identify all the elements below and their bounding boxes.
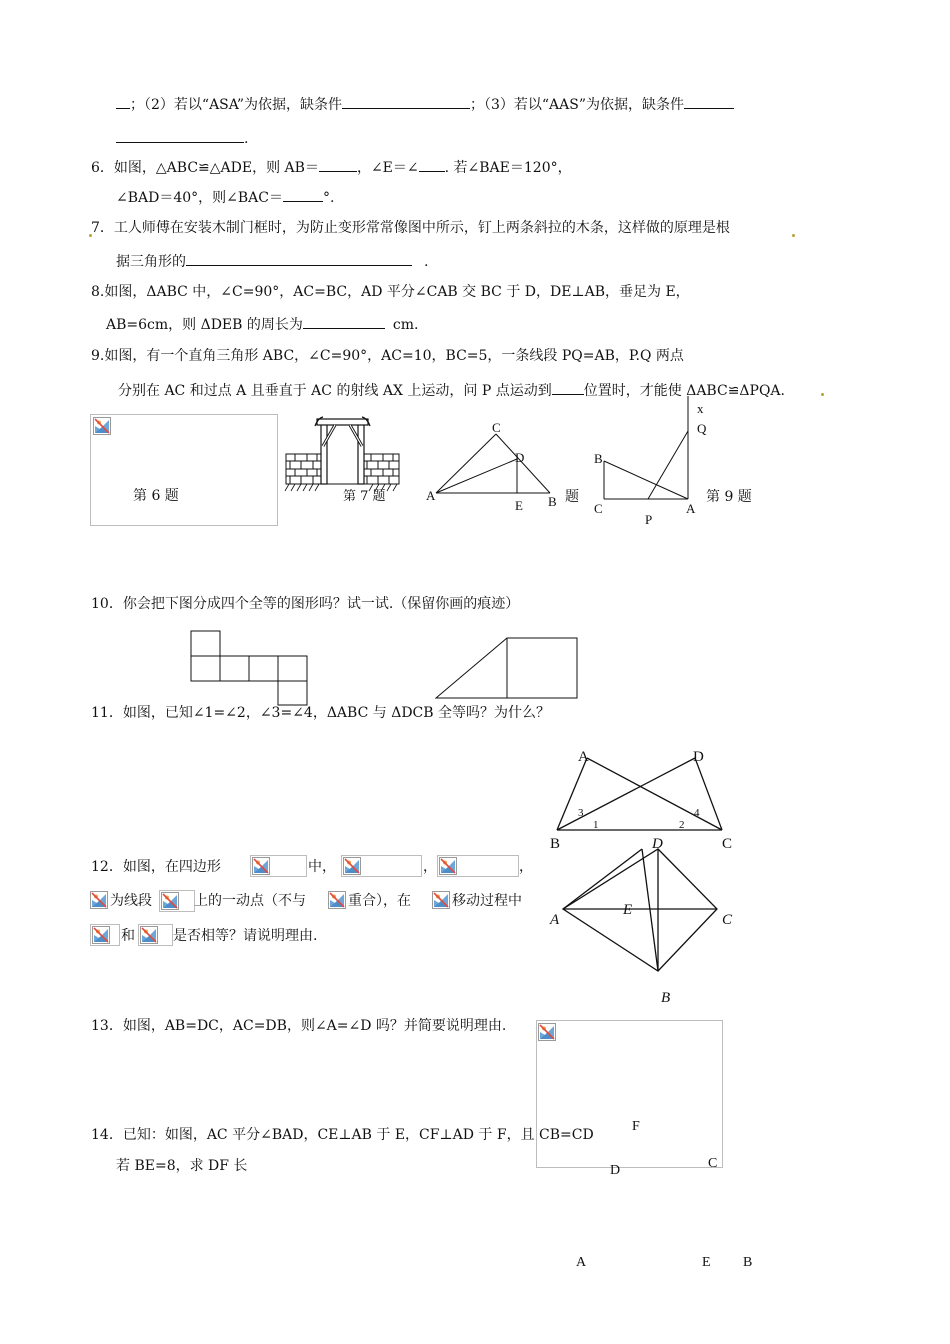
q12-text-g: 重合），在 bbox=[348, 893, 411, 909]
q12-text-b: 中， bbox=[308, 859, 336, 875]
q7-text-a: 据三角形的 bbox=[116, 254, 186, 270]
fig9-caption: 第 9 题 bbox=[706, 489, 752, 505]
fig9-label-c: C bbox=[594, 501, 603, 516]
broken-image-icon bbox=[538, 1023, 556, 1041]
q11-angle-4: 4 bbox=[694, 807, 700, 819]
blank-aas-cont bbox=[116, 128, 244, 143]
q12-text-j: 是否相等？请说明理由. bbox=[173, 928, 318, 944]
fig8-label-a: A bbox=[426, 488, 436, 503]
q10-trapezoid bbox=[434, 636, 580, 700]
q12-text-a: 12．如图，在四边形 bbox=[91, 859, 221, 875]
q10-l-shape-grid bbox=[190, 630, 310, 706]
q5-text-a: ；（2）若以“ASA”为依据，缺条件 bbox=[130, 97, 342, 113]
blank-principle bbox=[186, 251, 412, 266]
fig9-label-q: Q bbox=[697, 421, 707, 436]
formula-image bbox=[341, 855, 422, 877]
broken-image-icon bbox=[432, 891, 450, 909]
formula-image bbox=[328, 890, 347, 910]
fig8-label-b: B bbox=[548, 494, 557, 509]
q6-text-c: . 若∠BAE＝120°， bbox=[444, 160, 572, 176]
q14-label-d: D bbox=[610, 1163, 621, 1178]
formula-image bbox=[90, 890, 109, 910]
broken-image-icon bbox=[93, 417, 111, 435]
fig8-caption: 题 bbox=[565, 489, 579, 505]
broken-image-icon bbox=[90, 891, 108, 909]
q5-line1 bbox=[116, 94, 734, 114]
q14-label-a: A bbox=[576, 1255, 587, 1270]
q14-line2: 若 BE=8，求 DF 长 bbox=[116, 1158, 248, 1174]
q5-text-b: ；（3）若以“AAS”为依据，缺条件 bbox=[469, 97, 685, 113]
formula-image bbox=[138, 924, 173, 946]
fig7-caption: 第 7 题 bbox=[343, 489, 386, 504]
q7-line1: 7．工人师傅在安装木制门框时，为防止变形常常像图中所示，钉上两条斜拉的木条，这样做的原理是根 bbox=[91, 220, 730, 236]
blank-angle-e bbox=[419, 157, 445, 172]
q9-line1: 9.如图，有一个直角三角形 ABC，∠C=90°，AC=10，BC=5，一条线段 PQ=AB，P.Q 两点 bbox=[91, 348, 684, 364]
q6-line2 bbox=[116, 187, 334, 207]
q12-text-i: 和 bbox=[121, 928, 135, 944]
q12-figure bbox=[555, 840, 725, 980]
blank-p-position bbox=[552, 380, 584, 395]
q12-label-a: A bbox=[550, 912, 560, 928]
formula-image bbox=[437, 855, 519, 877]
blank-ab bbox=[319, 157, 357, 172]
blank-bac bbox=[283, 187, 323, 202]
broken-image-icon bbox=[92, 926, 110, 944]
q14-label-e: E bbox=[702, 1255, 711, 1270]
broken-image-icon bbox=[439, 857, 457, 875]
q11-angle-1: 1 bbox=[593, 819, 599, 831]
broken-image-icon bbox=[252, 857, 270, 875]
q7-period: . bbox=[424, 254, 429, 270]
q12-text-d: ， bbox=[519, 859, 533, 875]
q9-text-b: 位置时，才能使 ΔABC≌ΔPQA. bbox=[583, 383, 785, 399]
q11-label-c: C bbox=[722, 836, 733, 852]
fig9-label-a: A bbox=[686, 501, 696, 516]
q6-line1 bbox=[91, 157, 572, 177]
formula-image bbox=[90, 924, 120, 946]
q12-label-e: E bbox=[623, 902, 633, 918]
blank-asa bbox=[342, 94, 470, 109]
q12-text-h: 移动过程中 bbox=[452, 893, 522, 909]
blank bbox=[116, 94, 130, 109]
q12-text-f: 上的一动点（不与 bbox=[194, 893, 306, 909]
q7-line2 bbox=[116, 251, 428, 271]
q13-image bbox=[536, 1020, 723, 1168]
broken-image-icon bbox=[328, 891, 346, 909]
q5-period: . bbox=[244, 131, 249, 147]
broken-image-icon bbox=[161, 892, 179, 910]
mark-dot bbox=[821, 393, 824, 396]
q8-text-a: AB=6cm，则 ΔDEB 的周长为 bbox=[106, 317, 303, 333]
formula-image bbox=[432, 890, 451, 910]
fig9-label-b: B bbox=[594, 451, 603, 466]
q12-text-c: ， bbox=[423, 859, 437, 875]
q5-line2 bbox=[116, 128, 248, 148]
q12-text-e: 为线段 bbox=[110, 893, 152, 909]
q11-angle-3: 3 bbox=[578, 807, 584, 819]
formula-image bbox=[250, 855, 307, 877]
formula-image bbox=[159, 890, 195, 912]
q12-label-b: B bbox=[661, 990, 671, 1006]
q13-text: 13．如图，AB=DC，AC=DB，则∠A=∠D 吗？并简要说明理由. bbox=[91, 1018, 507, 1034]
q11-figure bbox=[545, 750, 735, 840]
q6-text-d: ∠BAD＝40°，则∠BAC＝ bbox=[116, 190, 284, 206]
q8-line2 bbox=[106, 314, 418, 334]
q14-label-b: B bbox=[743, 1255, 753, 1270]
q14-label-c: C bbox=[708, 1156, 718, 1171]
fig9-diagram bbox=[590, 395, 700, 507]
broken-image-icon bbox=[343, 857, 361, 875]
broken-image-icon bbox=[140, 926, 158, 944]
q10-text: 10．你会把下图分成四个全等的图形吗？试一试.（保留你画的痕迹） bbox=[91, 596, 520, 612]
q14-line1: 14．已知：如图，AC 平分∠BAD，CE⊥AB 于 E，CF⊥AD 于 F，且 CB=CD bbox=[91, 1127, 594, 1143]
blank-aas bbox=[684, 94, 734, 109]
fig8-label-d: D bbox=[515, 450, 525, 465]
fig6-caption: 第 6 题 bbox=[133, 488, 179, 504]
mark-dot bbox=[792, 234, 795, 237]
q11-label-b: B bbox=[550, 836, 561, 852]
fig8-label-e: E bbox=[515, 498, 523, 513]
q6-text-a: 6．如图，△ABC≌△ADE，则 AB＝ bbox=[91, 160, 319, 176]
q11-angle-2: 2 bbox=[679, 819, 685, 831]
fig9-label-p: P bbox=[645, 512, 653, 527]
fig9-label-x: x bbox=[697, 401, 704, 416]
fig7-door-frame bbox=[283, 414, 403, 496]
q11-label-a: A bbox=[578, 749, 589, 765]
q12-label-d: D bbox=[652, 836, 663, 852]
q9-text-a: 分别在 AC 和过点 A 且垂直于 AC 的射线 AX 上运动，问 P 点运动到 bbox=[118, 383, 552, 399]
q11-text: 11．如图，已知∠1=∠2，∠3=∠4，ΔABC 与 ΔDCB 全等吗？为什么？ bbox=[91, 705, 550, 721]
q8-unit: cm. bbox=[392, 317, 419, 333]
q12-label-c: C bbox=[722, 912, 733, 928]
fig8-label-c: C bbox=[492, 420, 501, 435]
q8-line1: 8.如图，ΔABC 中，∠C=90°，AC=BC，AD 平分∠CAB 交 BC 于 D，DE⊥AB，垂足为 E， bbox=[91, 284, 690, 300]
q11-label-d: D bbox=[693, 749, 704, 765]
q14-label-f: F bbox=[632, 1119, 640, 1134]
fig6-image bbox=[90, 414, 278, 526]
q6-text-e: °. bbox=[323, 190, 335, 206]
q6-text-b: ，∠E＝∠ bbox=[356, 160, 419, 176]
blank-perimeter bbox=[303, 314, 385, 329]
